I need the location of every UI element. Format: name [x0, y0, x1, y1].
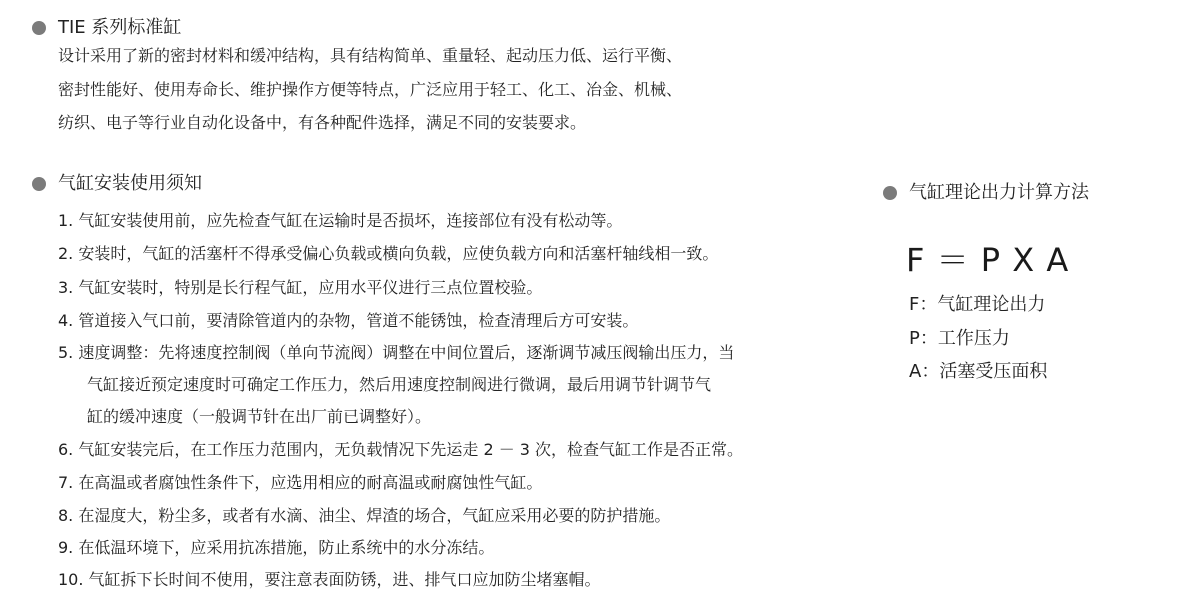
install-note-5-continued: 缸的缓冲速度（一般调节针在出厂前已调整好）。: [87, 407, 432, 426]
section-title-tie: TIE 系列标准缸: [58, 17, 182, 38]
force-formula: F ＝ P X A: [906, 241, 1070, 279]
section-title-formula: 气缸理论出力计算方法: [909, 182, 1089, 203]
install-note-3: 3. 气缸安装时，特别是长行程气缸，应用水平仪进行三点位置校验。: [58, 278, 543, 297]
install-note-2: 2. 安装时，气缸的活塞杆不得承受偏心负载或横向负载，应使负载方向和活塞杆轴线相一致。: [58, 244, 719, 263]
tie-description-line: 纺织、电子等行业自动化设备中，有各种配件选择，满足不同的安装要求。: [58, 113, 587, 132]
section-title-install: 气缸安装使用须知: [58, 173, 202, 194]
bullet-icon: [32, 177, 46, 191]
install-note-1: 1. 气缸安装使用前，应先检查气缸在运输时是否损坏，连接部位有没有松动等。: [58, 211, 623, 230]
install-note-5-continued: 气缸接近预定速度时可确定工作压力，然后用速度控制阀进行微调，最后用调节针调节气: [87, 375, 712, 394]
tie-description-line: 设计采用了新的密封材料和缓冲结构，具有结构简单、重量轻、起动压力低、运行平衡、: [58, 46, 683, 65]
formula-legend-f: F：气缸理论出力: [909, 294, 1046, 315]
install-note-6: 6. 气缸安装完后，在工作压力范围内，无负载情况下先运走 2 － 3 次，检查气缸工作是否正常。: [58, 440, 744, 459]
install-note-10: 10. 气缸拆下长时间不使用，要注意表面防锈，进、排气口应加防尘堵塞帽。: [58, 570, 601, 589]
install-note-8: 8. 在湿度大，粉尘多，或者有水滴、油尘、焊渣的场合，气缸应采用必要的防护措施。: [58, 506, 671, 525]
bullet-icon: [883, 186, 897, 200]
formula-legend-a: A：活塞受压面积: [909, 361, 1048, 382]
install-note-7: 7. 在高温或者腐蚀性条件下，应选用相应的耐高温或耐腐蚀性气缸。: [58, 473, 543, 492]
tie-description-line: 密封性能好、使用寿命长、维护操作方便等特点，广泛应用于轻工、化工、冶金、机械、: [58, 80, 683, 99]
bullet-icon: [32, 21, 46, 35]
formula-legend-p: P：工作压力: [909, 328, 1010, 349]
install-note-5: 5. 速度调整：先将速度控制阀（单向节流阀）调整在中间位置后，逐渐调节减压阀输出压力，当: [58, 343, 735, 362]
install-note-4: 4. 管道接入气口前，要清除管道内的杂物，管道不能锈蚀，检查清理后方可安装。: [58, 311, 639, 330]
install-note-9: 9. 在低温环境下，应采用抗冻措施，防止系统中的水分冻结。: [58, 538, 495, 557]
